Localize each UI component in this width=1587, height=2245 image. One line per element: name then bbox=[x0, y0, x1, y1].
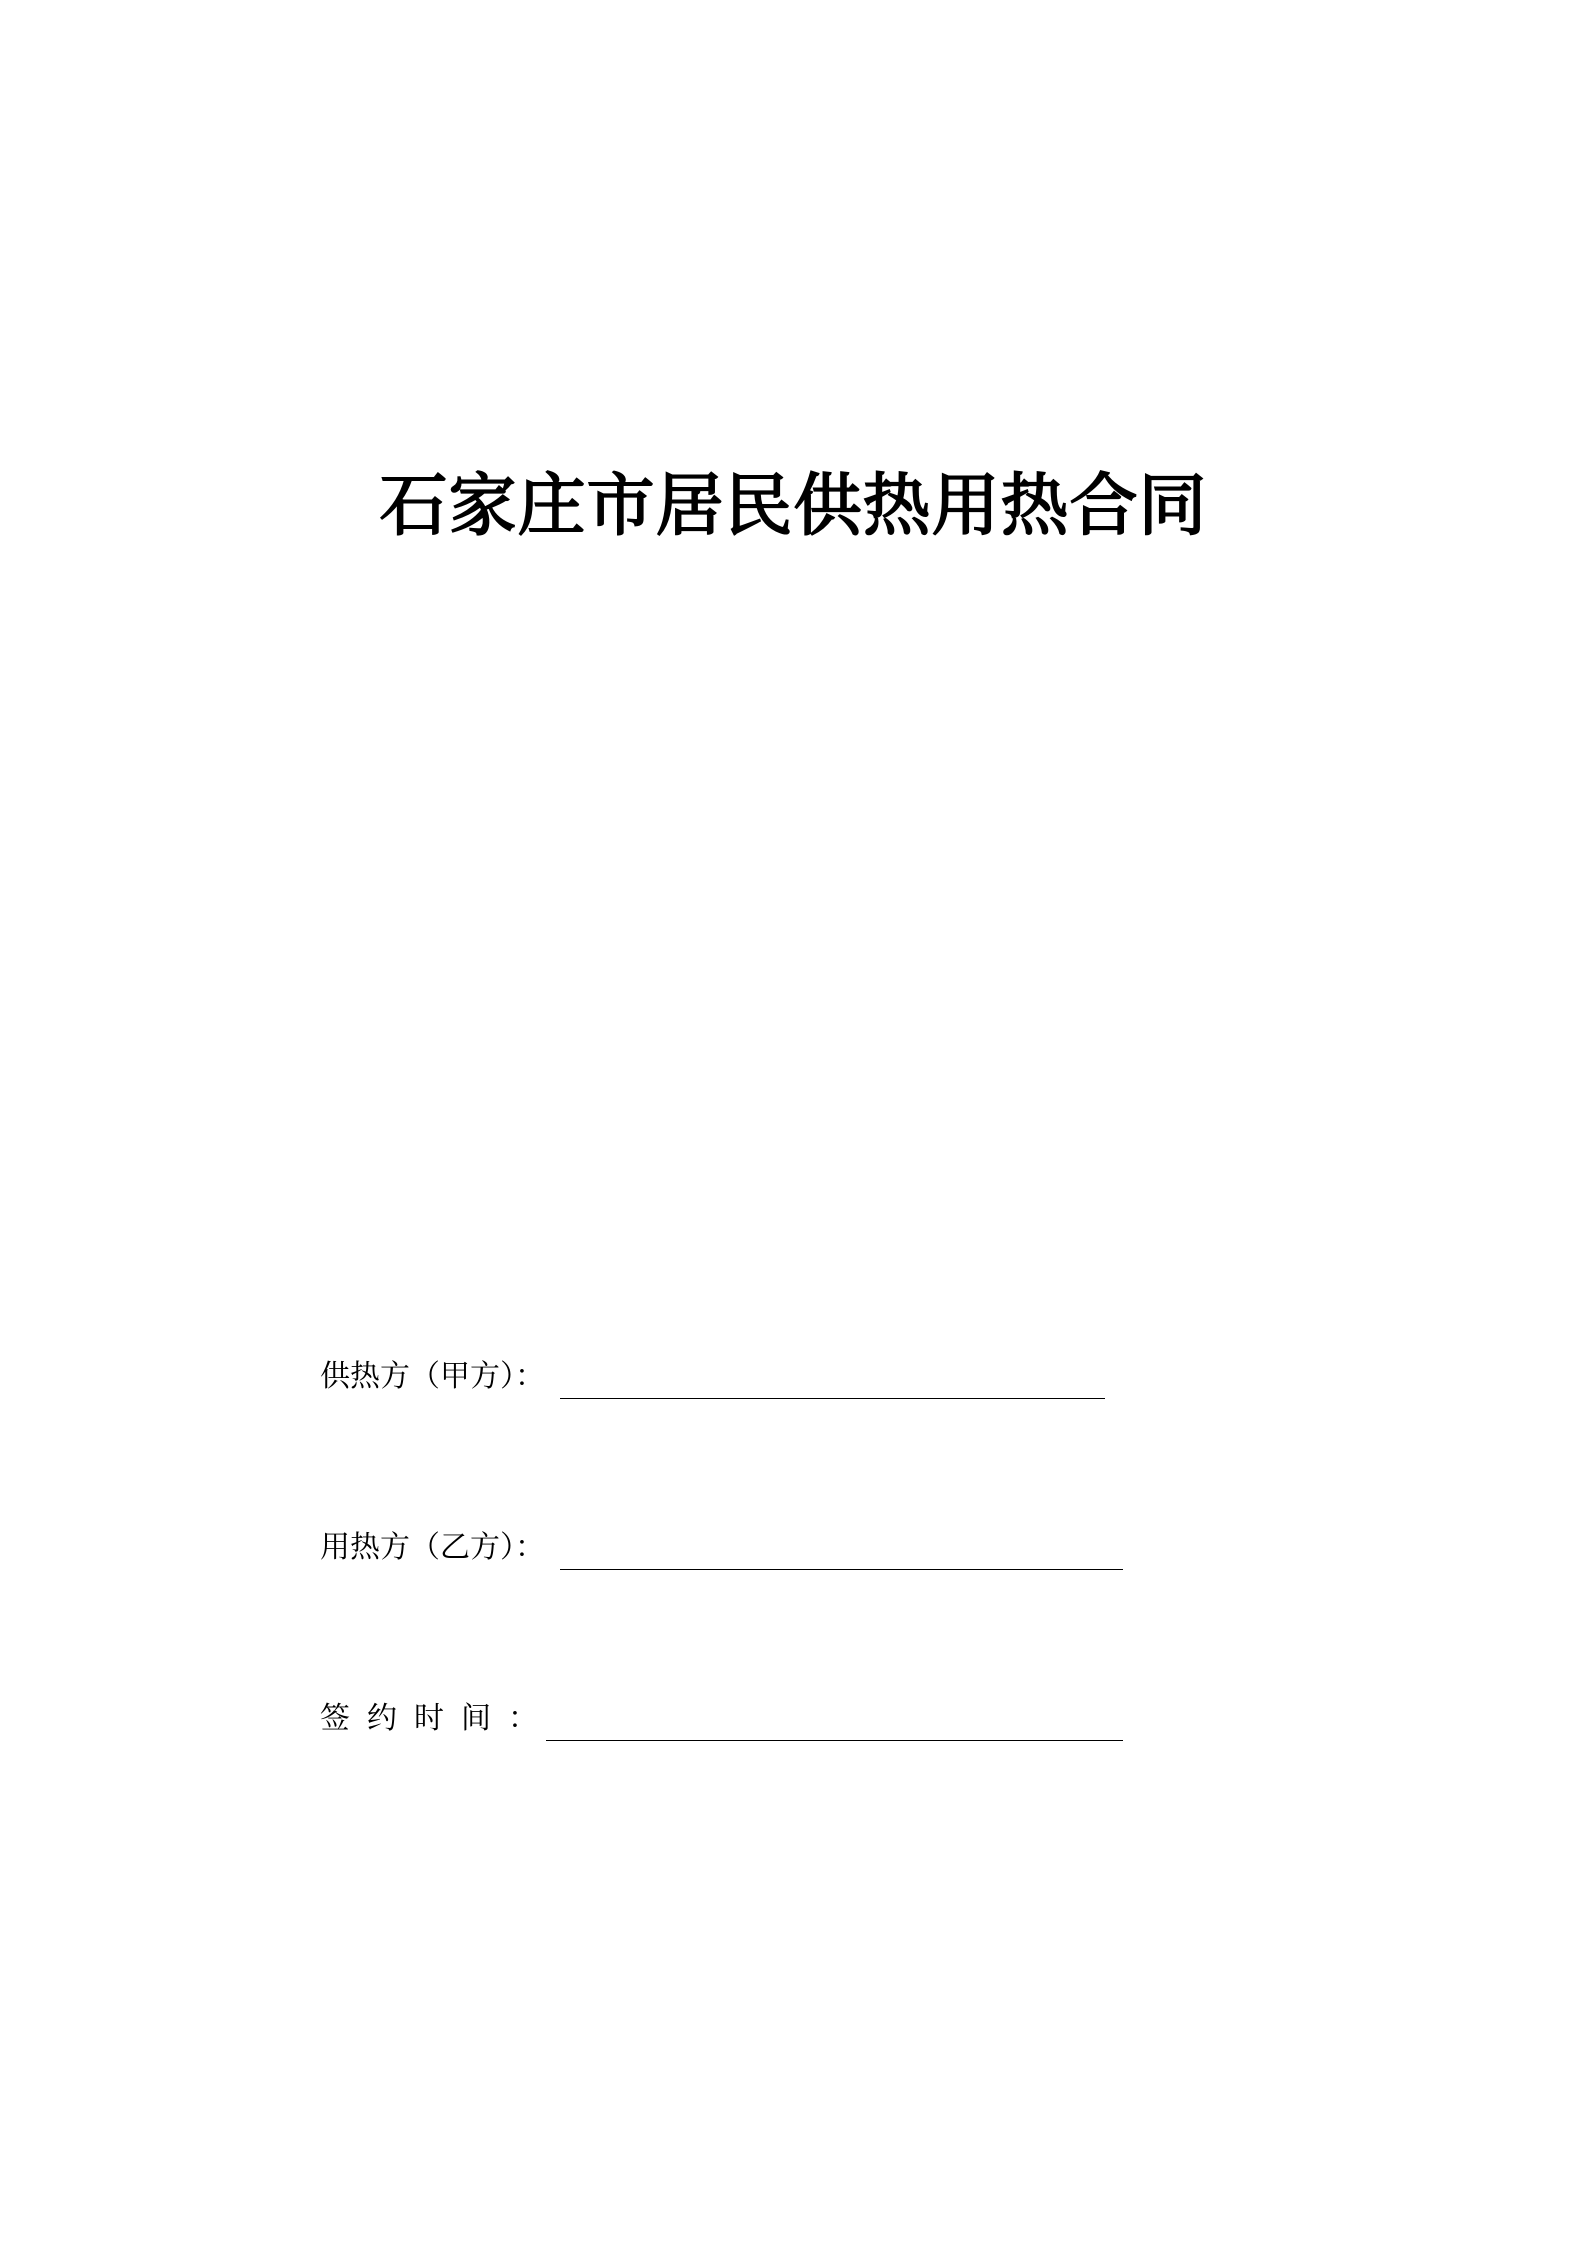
sign-time-field bbox=[320, 1699, 1140, 1747]
party-b-label: 用热方（乙方）： bbox=[320, 1530, 545, 1565]
sign-time-label: 签约时间： bbox=[320, 1701, 555, 1736]
party-b-blank-line[interactable] bbox=[560, 1569, 1123, 1570]
party-b-field bbox=[320, 1528, 1140, 1576]
document-title: 石家庄市居民供热用热合同 bbox=[379, 467, 1208, 546]
party-a-label: 供热方（甲方）： bbox=[320, 1359, 545, 1394]
sign-time-blank-line[interactable] bbox=[546, 1740, 1123, 1741]
party-a-blank-line[interactable] bbox=[560, 1398, 1105, 1399]
party-a-field bbox=[320, 1357, 1120, 1405]
